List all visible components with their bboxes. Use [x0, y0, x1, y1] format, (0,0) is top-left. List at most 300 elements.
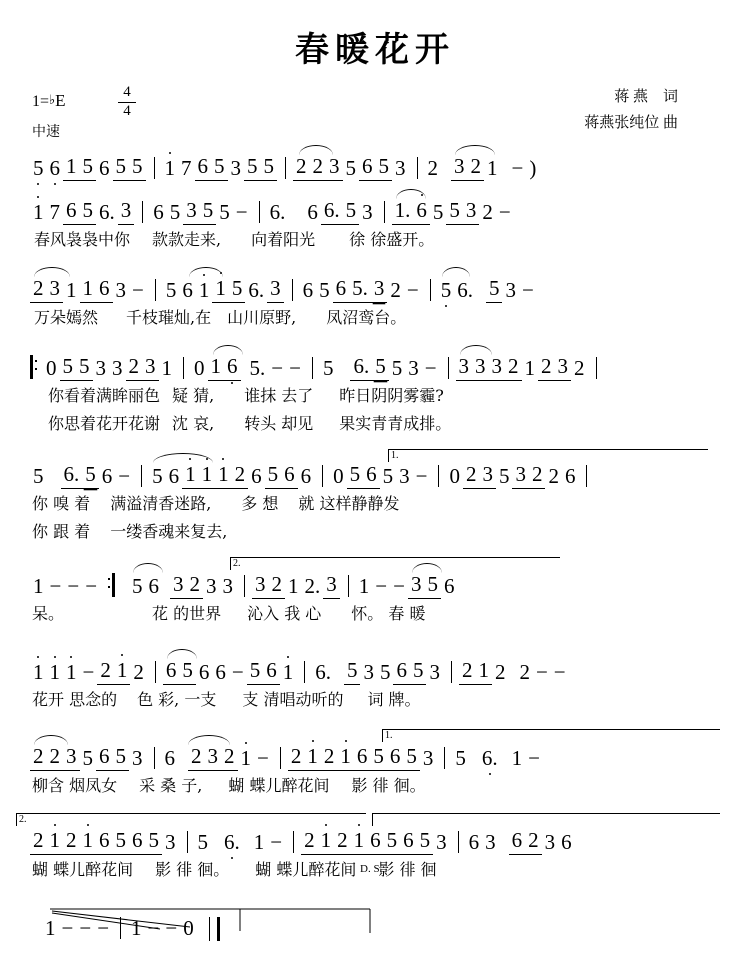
note: 5 — [370, 744, 387, 771]
lyric: 支 清唱动听的 — [242, 690, 344, 709]
lyric: 蝴 蝶儿醉花间 — [228, 776, 330, 795]
note: 3 — [436, 830, 447, 854]
note: 1 — [199, 462, 216, 489]
note: 2 — [468, 154, 485, 181]
note: 5 — [113, 154, 130, 181]
note: 5 — [169, 200, 181, 224]
note: 6 — [163, 658, 180, 685]
lyrics-row — [30, 227, 720, 253]
note: 2 — [187, 572, 204, 599]
flat-icon: ♭ — [49, 92, 56, 107]
lyric: 词 牌。 — [367, 690, 421, 709]
note: 2 — [525, 828, 542, 855]
note: 3 — [544, 830, 556, 854]
note: 1 — [475, 658, 492, 685]
note: 6 — [281, 462, 298, 489]
note: 1 — [114, 658, 131, 685]
note: − — [165, 916, 178, 940]
note: 6 — [302, 278, 314, 302]
note: 5 — [80, 198, 97, 225]
note: − — [498, 200, 511, 224]
measure — [30, 462, 139, 489]
repeat-start-barline — [30, 355, 39, 379]
barline — [155, 661, 156, 683]
note: − — [257, 746, 269, 770]
note: 6 — [198, 660, 210, 684]
note: 2 — [126, 354, 143, 381]
note: − — [270, 830, 283, 854]
note: 2 — [459, 658, 476, 685]
note: 6 — [413, 198, 430, 225]
repeat-end-barline — [106, 573, 115, 597]
barline — [155, 279, 156, 301]
note: ) — [529, 156, 537, 180]
music-system-5 — [30, 450, 720, 545]
note: 3 — [363, 660, 374, 684]
measure — [392, 198, 520, 225]
note: 2 — [390, 278, 401, 302]
note: − — [147, 916, 160, 940]
note: − — [424, 356, 437, 380]
lyrics-row — [30, 687, 720, 713]
measure — [301, 828, 456, 855]
measure — [330, 462, 436, 489]
note: 5 — [438, 278, 455, 303]
note: − — [79, 916, 92, 940]
note: 6. — [350, 354, 372, 381]
note: 2 — [519, 660, 530, 684]
note: 6 — [300, 464, 312, 488]
note: 3 — [323, 572, 340, 599]
measure — [149, 462, 320, 489]
lyric: 昨日阴阴雾霾? — [339, 386, 444, 405]
note: 5 — [244, 154, 261, 181]
barline — [438, 465, 439, 487]
lyric: 款款走来, — [152, 230, 222, 249]
note: 6 — [509, 828, 526, 855]
ending-label: 1. — [385, 730, 393, 741]
lyrics-row — [30, 601, 720, 627]
note: 3 — [170, 572, 187, 599]
lyric: 万朵嫣然 — [34, 308, 99, 327]
note: 3 — [230, 156, 241, 180]
note: 6 — [393, 658, 410, 685]
note: 2 — [30, 744, 47, 771]
note: 3 — [183, 198, 200, 225]
note: 5 — [446, 198, 463, 225]
lyric: 山川原野, — [227, 308, 297, 327]
lyric: 花 的世界 — [152, 604, 222, 623]
note: 5 — [261, 154, 278, 181]
note: 3 — [267, 276, 284, 303]
note: 6. — [61, 462, 83, 489]
notes-row — [30, 459, 720, 489]
barline — [384, 201, 385, 223]
lyric: 徐 徐盛开。 — [349, 230, 435, 249]
note: 2 — [30, 828, 47, 855]
note: 3 — [456, 354, 473, 381]
note: 5 — [229, 276, 246, 303]
note: 5 — [152, 464, 163, 488]
measure — [162, 744, 278, 771]
note: 6 — [96, 276, 113, 303]
note: 6. — [99, 200, 115, 224]
notes-row — [30, 741, 720, 771]
note: − — [82, 660, 95, 684]
lyric: 向着阳光 — [251, 230, 316, 249]
note: 5 — [80, 154, 97, 181]
lyric: 呆。 — [32, 604, 65, 623]
note: 6 — [99, 156, 110, 180]
ending-label: 2. — [233, 558, 241, 569]
note: − — [67, 574, 80, 598]
note: 6 — [387, 744, 404, 771]
note: − — [289, 356, 301, 380]
note: 2 — [288, 744, 305, 771]
note: 6 — [47, 156, 64, 181]
note: 7 — [49, 200, 60, 224]
note: 2 — [482, 200, 493, 224]
ending-label: 1. — [391, 450, 399, 461]
note: 5 — [129, 154, 146, 181]
lyric: 色 彩, 一支 — [137, 690, 217, 709]
note: 1 — [212, 276, 229, 303]
note: 1 — [47, 828, 64, 855]
note: 6 — [96, 828, 113, 855]
note: 1 — [47, 660, 64, 685]
note: 3 — [555, 354, 572, 381]
measure — [320, 354, 446, 381]
barline — [451, 661, 452, 683]
note: 5 — [247, 658, 264, 685]
note: 1. — [392, 198, 414, 225]
measure — [42, 916, 118, 941]
note: 5 — [372, 354, 389, 381]
note: 3 — [451, 154, 468, 181]
lyricist-credit: 蒋 燕 词 — [614, 89, 678, 105]
barline — [292, 279, 293, 301]
barline — [596, 357, 597, 379]
music-system-2 — [30, 189, 720, 253]
measure — [195, 830, 292, 855]
note: 6 — [561, 830, 572, 854]
lyric: 满溢清香迷路, — [110, 494, 212, 513]
note: 0 — [46, 356, 57, 380]
barline — [417, 157, 418, 179]
note: 3 — [463, 198, 480, 225]
note: 7 — [181, 156, 192, 180]
notes-row — [30, 351, 720, 381]
note: 5 — [379, 660, 391, 684]
note: 2 — [538, 354, 555, 381]
measure — [30, 828, 185, 855]
note: 2 — [30, 276, 47, 303]
note: 5. — [349, 276, 371, 303]
credits — [584, 85, 678, 136]
barline — [458, 831, 459, 853]
music-system-4 — [30, 345, 720, 437]
note: 6 — [63, 198, 80, 225]
note: 5 — [132, 574, 143, 598]
notes-row — [30, 273, 720, 303]
note: 1 — [318, 828, 335, 855]
key-signature — [32, 91, 66, 111]
measure — [30, 276, 153, 303]
measure — [163, 276, 290, 303]
note: 5 — [343, 198, 360, 225]
note: 3 — [252, 572, 269, 599]
note: 6. — [457, 278, 473, 302]
note: 2 — [133, 660, 144, 684]
lyric: 谁抹 去了 — [244, 386, 314, 405]
measure — [300, 276, 428, 303]
note: − — [97, 916, 110, 940]
note: 5 — [322, 356, 334, 380]
note: 1 — [33, 574, 44, 598]
note: 3 — [485, 830, 496, 854]
measure — [150, 198, 256, 225]
note: 3 — [326, 154, 343, 181]
note: − — [118, 464, 131, 488]
measure — [288, 744, 443, 771]
note: 5 — [113, 828, 130, 855]
note: 3 — [472, 354, 489, 381]
note: 1 — [288, 574, 299, 598]
barline — [244, 575, 245, 597]
note: − — [535, 660, 548, 684]
note: 6 — [153, 200, 164, 224]
note: 3 — [165, 830, 176, 854]
note: 1 — [358, 574, 370, 598]
barline — [293, 831, 294, 853]
note: 6 — [400, 828, 417, 855]
notes-row — [30, 151, 720, 181]
lyric: 春风袅袅中你 — [34, 230, 131, 249]
note: 6 — [224, 354, 241, 381]
note: 3 — [222, 574, 234, 598]
note: 5 — [76, 354, 93, 381]
note: 3 — [489, 354, 506, 381]
note: 2 — [269, 572, 286, 599]
sheet-music-page — [0, 22, 750, 963]
note: 3 — [142, 354, 159, 381]
note: 5 — [382, 464, 394, 488]
note: 2. — [304, 574, 321, 598]
note: 5 — [200, 198, 217, 225]
lyric: 影 徘 徊。 — [351, 776, 426, 795]
note: 2 — [463, 462, 480, 489]
music-system-7 — [30, 649, 720, 713]
note: 6 — [101, 464, 113, 488]
measure — [128, 916, 203, 941]
note: − — [271, 356, 284, 380]
note: 5 — [486, 276, 503, 303]
meter-denominator: 4 — [123, 102, 131, 119]
note: 5 — [345, 156, 356, 180]
note: 6 — [195, 154, 212, 181]
slur — [442, 267, 470, 277]
barline — [285, 157, 286, 179]
lyrics-row — [30, 773, 720, 799]
lyric: 凤沼鸾台。 — [326, 308, 407, 327]
composer-credit: 蒋燕张纯位 曲 — [584, 114, 678, 131]
note: − — [375, 574, 388, 598]
note: 1 — [304, 744, 321, 771]
note: 2 — [301, 828, 318, 855]
note: 6 — [367, 828, 384, 855]
note: 6 — [148, 574, 160, 598]
music-system-8 — [30, 730, 720, 799]
note: 3 — [479, 462, 496, 489]
lyrics-row — [30, 383, 720, 409]
notes-row — [42, 911, 720, 941]
note: 6 — [564, 464, 576, 488]
note: 2 — [505, 354, 522, 381]
note: 1 — [162, 156, 179, 181]
barline — [120, 917, 121, 939]
note: 1 — [351, 828, 368, 855]
measure — [30, 574, 106, 599]
note: 6 — [354, 744, 371, 771]
note: − — [235, 200, 248, 224]
note: 6. — [269, 200, 286, 224]
note: 1 — [80, 276, 97, 303]
ds-marking: D. S. — [360, 863, 383, 875]
note: 5 — [82, 462, 99, 489]
note: 1 — [215, 462, 232, 489]
note: 5 — [319, 278, 330, 302]
note: 3 — [206, 574, 217, 598]
note: 2 — [310, 154, 327, 181]
note: 1 — [63, 660, 80, 685]
note: 3 — [408, 572, 425, 599]
note: 3 — [95, 356, 106, 380]
note: 6. — [315, 660, 331, 684]
note: 1 — [30, 660, 47, 685]
notes-row — [30, 655, 720, 685]
measure — [191, 354, 310, 381]
note: 1 — [253, 830, 265, 854]
measure — [163, 658, 302, 685]
note: 1 — [30, 200, 47, 225]
music-system-1 — [30, 145, 720, 181]
lyric: 疑 猜, — [172, 386, 215, 405]
note: 5 — [403, 744, 420, 771]
note: 6. — [479, 746, 501, 771]
note: 2 — [63, 828, 80, 855]
lyrics-row-verse2 — [30, 519, 720, 545]
tempo-marking: 中速 — [32, 125, 60, 140]
note: 3 — [371, 276, 388, 303]
note: 5 — [265, 462, 282, 489]
note: 1 — [280, 660, 297, 685]
note: 2 — [574, 356, 585, 380]
notes-row — [30, 825, 720, 855]
note: 3 — [47, 276, 64, 303]
notes-row — [30, 195, 720, 225]
note: 3 — [512, 462, 529, 489]
key-prefix: 1= — [32, 93, 50, 110]
lyrics-row-verse2 — [30, 411, 720, 437]
note: 0 — [194, 356, 205, 380]
meter-numerator: 4 — [123, 84, 131, 100]
note: 6. — [221, 830, 243, 855]
note: 1 — [182, 462, 199, 489]
note: 5 — [197, 830, 208, 854]
note: 1 — [238, 746, 255, 771]
note: 5 — [30, 156, 47, 181]
note: 3 — [118, 198, 135, 225]
note: 5 — [455, 746, 466, 770]
barline — [280, 747, 281, 769]
lyric: 转头 却见 — [244, 414, 314, 433]
time-signature — [116, 85, 138, 120]
note: 1 — [63, 154, 80, 181]
note: − — [521, 278, 534, 302]
final-barline — [209, 917, 220, 941]
note: 1 — [524, 356, 536, 380]
note: 2 — [548, 464, 559, 488]
note: 2 — [221, 744, 238, 771]
note: 2 — [427, 156, 438, 180]
lyric: 影 徘 徊。 — [155, 860, 230, 879]
measure — [452, 746, 549, 771]
note: − — [553, 660, 566, 684]
note: 3 — [132, 746, 143, 770]
lyric: 怀。 春 暖 — [351, 604, 426, 623]
note: − — [85, 574, 98, 598]
music-system-10 — [30, 911, 720, 941]
note: 6 — [251, 464, 262, 488]
note: 5 — [211, 154, 228, 181]
note: − — [132, 278, 144, 302]
note: 5 — [179, 658, 196, 685]
barline — [154, 157, 155, 179]
lyric: 多 想 — [241, 494, 279, 513]
note: 3 — [422, 746, 434, 770]
note: 3 — [362, 200, 373, 224]
note: 2 — [97, 658, 114, 685]
note: 6 — [263, 658, 280, 685]
note: 6 — [215, 660, 226, 684]
note: 5 — [384, 828, 401, 855]
note: 1 — [511, 746, 523, 770]
note: 6 — [468, 830, 480, 854]
note: 6 — [443, 574, 455, 598]
note: 5 — [432, 200, 444, 224]
note: 1 — [66, 278, 77, 302]
note: 3 — [205, 744, 222, 771]
measure — [356, 572, 464, 599]
note: 6. — [321, 198, 343, 225]
measure — [30, 154, 152, 181]
note: 1 — [487, 156, 498, 180]
measure — [252, 572, 346, 599]
lyric: 果实青青成排。 — [339, 414, 452, 433]
note: 2 — [321, 744, 338, 771]
note: 1 — [337, 744, 354, 771]
barline — [586, 465, 587, 487]
note: − — [393, 574, 405, 598]
note: − — [511, 156, 524, 180]
header-info — [0, 85, 750, 145]
lyric: 你 嗅 着 — [32, 494, 91, 513]
note: 5 — [391, 356, 403, 380]
barline — [259, 201, 260, 223]
note: 5 — [146, 828, 163, 855]
note: − — [61, 916, 74, 940]
note: 2 — [188, 744, 205, 771]
